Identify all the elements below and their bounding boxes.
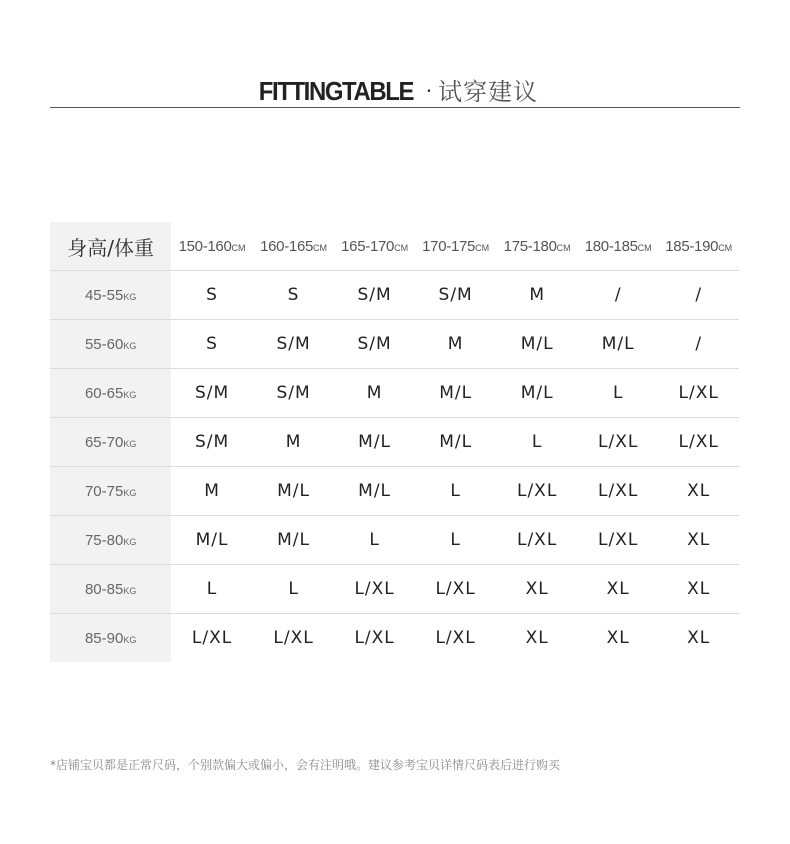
size-cell: M <box>334 369 415 418</box>
size-cell: M/L <box>253 516 335 565</box>
weight-range: 55-60 <box>84 335 124 353</box>
size-cell: M/L <box>496 369 578 418</box>
size-cell: M <box>415 320 497 369</box>
weight-header-cell <box>50 565 171 614</box>
weight-header-cell <box>50 516 171 565</box>
title-chinese: 试穿建议 <box>438 78 539 106</box>
height-range: 165-170 <box>341 237 395 255</box>
height-header-cell <box>415 222 497 271</box>
weight-unit: KG <box>123 438 137 449</box>
height-unit: CM <box>637 242 652 253</box>
size-cell: / <box>578 271 659 320</box>
size-cell: L/XL <box>334 565 415 614</box>
size-cell: XL <box>525 628 549 648</box>
weight-unit: KG <box>123 634 137 645</box>
height-header-cell <box>171 222 253 271</box>
size-cell: L <box>415 516 497 565</box>
size-cell: M/L <box>253 467 335 516</box>
height-range: 150-160 <box>178 237 232 255</box>
size-cell: L/XL <box>578 516 659 565</box>
table-row <box>50 614 739 663</box>
height-unit: CM <box>231 242 246 253</box>
size-cell: L/XL <box>578 467 659 516</box>
size-cell: L/XL <box>273 628 314 648</box>
size-cell: L/XL <box>496 467 578 516</box>
weight-range: 65-70 <box>84 433 124 451</box>
title-separator: · <box>425 79 433 103</box>
size-cell: M <box>171 467 253 516</box>
size-cell: M <box>496 271 578 320</box>
size-cell: L/XL <box>191 628 233 648</box>
weight-unit: KG <box>123 291 137 302</box>
size-cell: XL <box>658 516 739 565</box>
size-cell: L <box>578 369 659 418</box>
size-cell: XL <box>496 565 578 614</box>
table-row <box>50 516 739 565</box>
size-cell: S <box>253 271 335 320</box>
table-header-row <box>50 222 739 271</box>
size-cell: M/L <box>578 320 659 369</box>
page-title <box>252 72 538 107</box>
table-row <box>50 565 739 614</box>
size-cell: XL <box>687 628 711 648</box>
size-cell: M/L <box>171 516 253 565</box>
size-cell: S/M <box>171 369 253 418</box>
weight-header-cell <box>50 369 171 418</box>
size-cell: L <box>171 565 253 614</box>
size-cell: L <box>253 565 335 614</box>
corner-label: 身高/体重 <box>50 222 171 271</box>
size-cell: L/XL <box>578 418 659 467</box>
fitting-table <box>50 222 739 662</box>
size-cell: S/M <box>171 418 253 467</box>
size-cell: XL <box>658 565 739 614</box>
height-header-cell <box>496 222 578 271</box>
weight-unit: KG <box>123 536 137 547</box>
height-unit: CM <box>313 242 328 253</box>
table-body <box>50 271 739 663</box>
height-range: 160-165 <box>260 237 314 255</box>
size-cell: S/M <box>334 320 415 369</box>
size-cell: L/XL <box>415 565 497 614</box>
size-cell: S/M <box>253 369 335 418</box>
size-cell: L/XL <box>354 628 395 648</box>
size-cell: L <box>496 418 578 467</box>
size-cell: M/L <box>496 320 578 369</box>
size-cell: L/XL <box>435 628 476 648</box>
size-cell: S/M <box>253 320 335 369</box>
weight-range: 45-55 <box>84 286 124 304</box>
height-header-cell <box>334 222 415 271</box>
size-cell: L <box>334 516 415 565</box>
size-cell: M <box>253 418 335 467</box>
weight-unit: KG <box>123 487 137 498</box>
height-range: 180-185 <box>584 237 638 255</box>
title-block <box>50 60 740 108</box>
size-cell: S <box>171 320 253 369</box>
height-unit: CM <box>556 242 571 253</box>
height-header-cell <box>578 222 659 271</box>
size-cell: M/L <box>415 369 497 418</box>
height-unit: CM <box>475 242 490 253</box>
height-header-cell <box>658 222 739 271</box>
weight-header-cell <box>50 467 171 516</box>
footnote: *店铺宝贝都是正常尺码，个别款偏大或偏小，会有注明哦。建议参考宝贝详情尺码表后进行购买 <box>50 758 561 772</box>
size-cell: S <box>171 271 253 320</box>
size-cell: M/L <box>334 418 415 467</box>
size-cell: XL <box>578 565 659 614</box>
height-header-cell <box>253 222 335 271</box>
table-row <box>50 320 739 369</box>
size-cell: L/XL <box>496 516 578 565</box>
size-cell: / <box>658 271 739 320</box>
size-cell: XL <box>606 628 630 648</box>
weight-header-cell <box>50 614 171 663</box>
table-row <box>50 418 739 467</box>
height-range: 175-180 <box>503 237 557 255</box>
height-unit: CM <box>718 242 733 253</box>
table-row <box>50 467 739 516</box>
height-range: 185-190 <box>665 237 719 255</box>
size-cell: S/M <box>415 271 497 320</box>
weight-range: 60-65 <box>84 384 124 402</box>
table-row <box>50 369 739 418</box>
size-cell: M/L <box>415 418 497 467</box>
weight-unit: KG <box>123 585 137 596</box>
weight-unit: KG <box>123 389 137 400</box>
weight-header-cell <box>50 418 171 467</box>
size-cell: L <box>415 467 497 516</box>
weight-header-cell <box>50 320 171 369</box>
weight-range: 75-80 <box>84 531 124 549</box>
size-cell: S/M <box>334 271 415 320</box>
height-range: 170-175 <box>422 237 476 255</box>
weight-range: 85-90 <box>84 629 124 647</box>
size-cell: L/XL <box>658 418 739 467</box>
size-cell: M/L <box>334 467 415 516</box>
weight-range: 70-75 <box>84 482 124 500</box>
size-cell: / <box>658 320 739 369</box>
height-unit: CM <box>394 242 409 253</box>
weight-header-cell <box>50 271 171 320</box>
size-cell: XL <box>658 467 739 516</box>
size-cell: L/XL <box>658 369 739 418</box>
weight-unit: KG <box>123 340 137 351</box>
table-row <box>50 271 739 320</box>
weight-range: 80-85 <box>84 580 124 598</box>
title-english: FITTINGTABLE <box>258 76 414 106</box>
